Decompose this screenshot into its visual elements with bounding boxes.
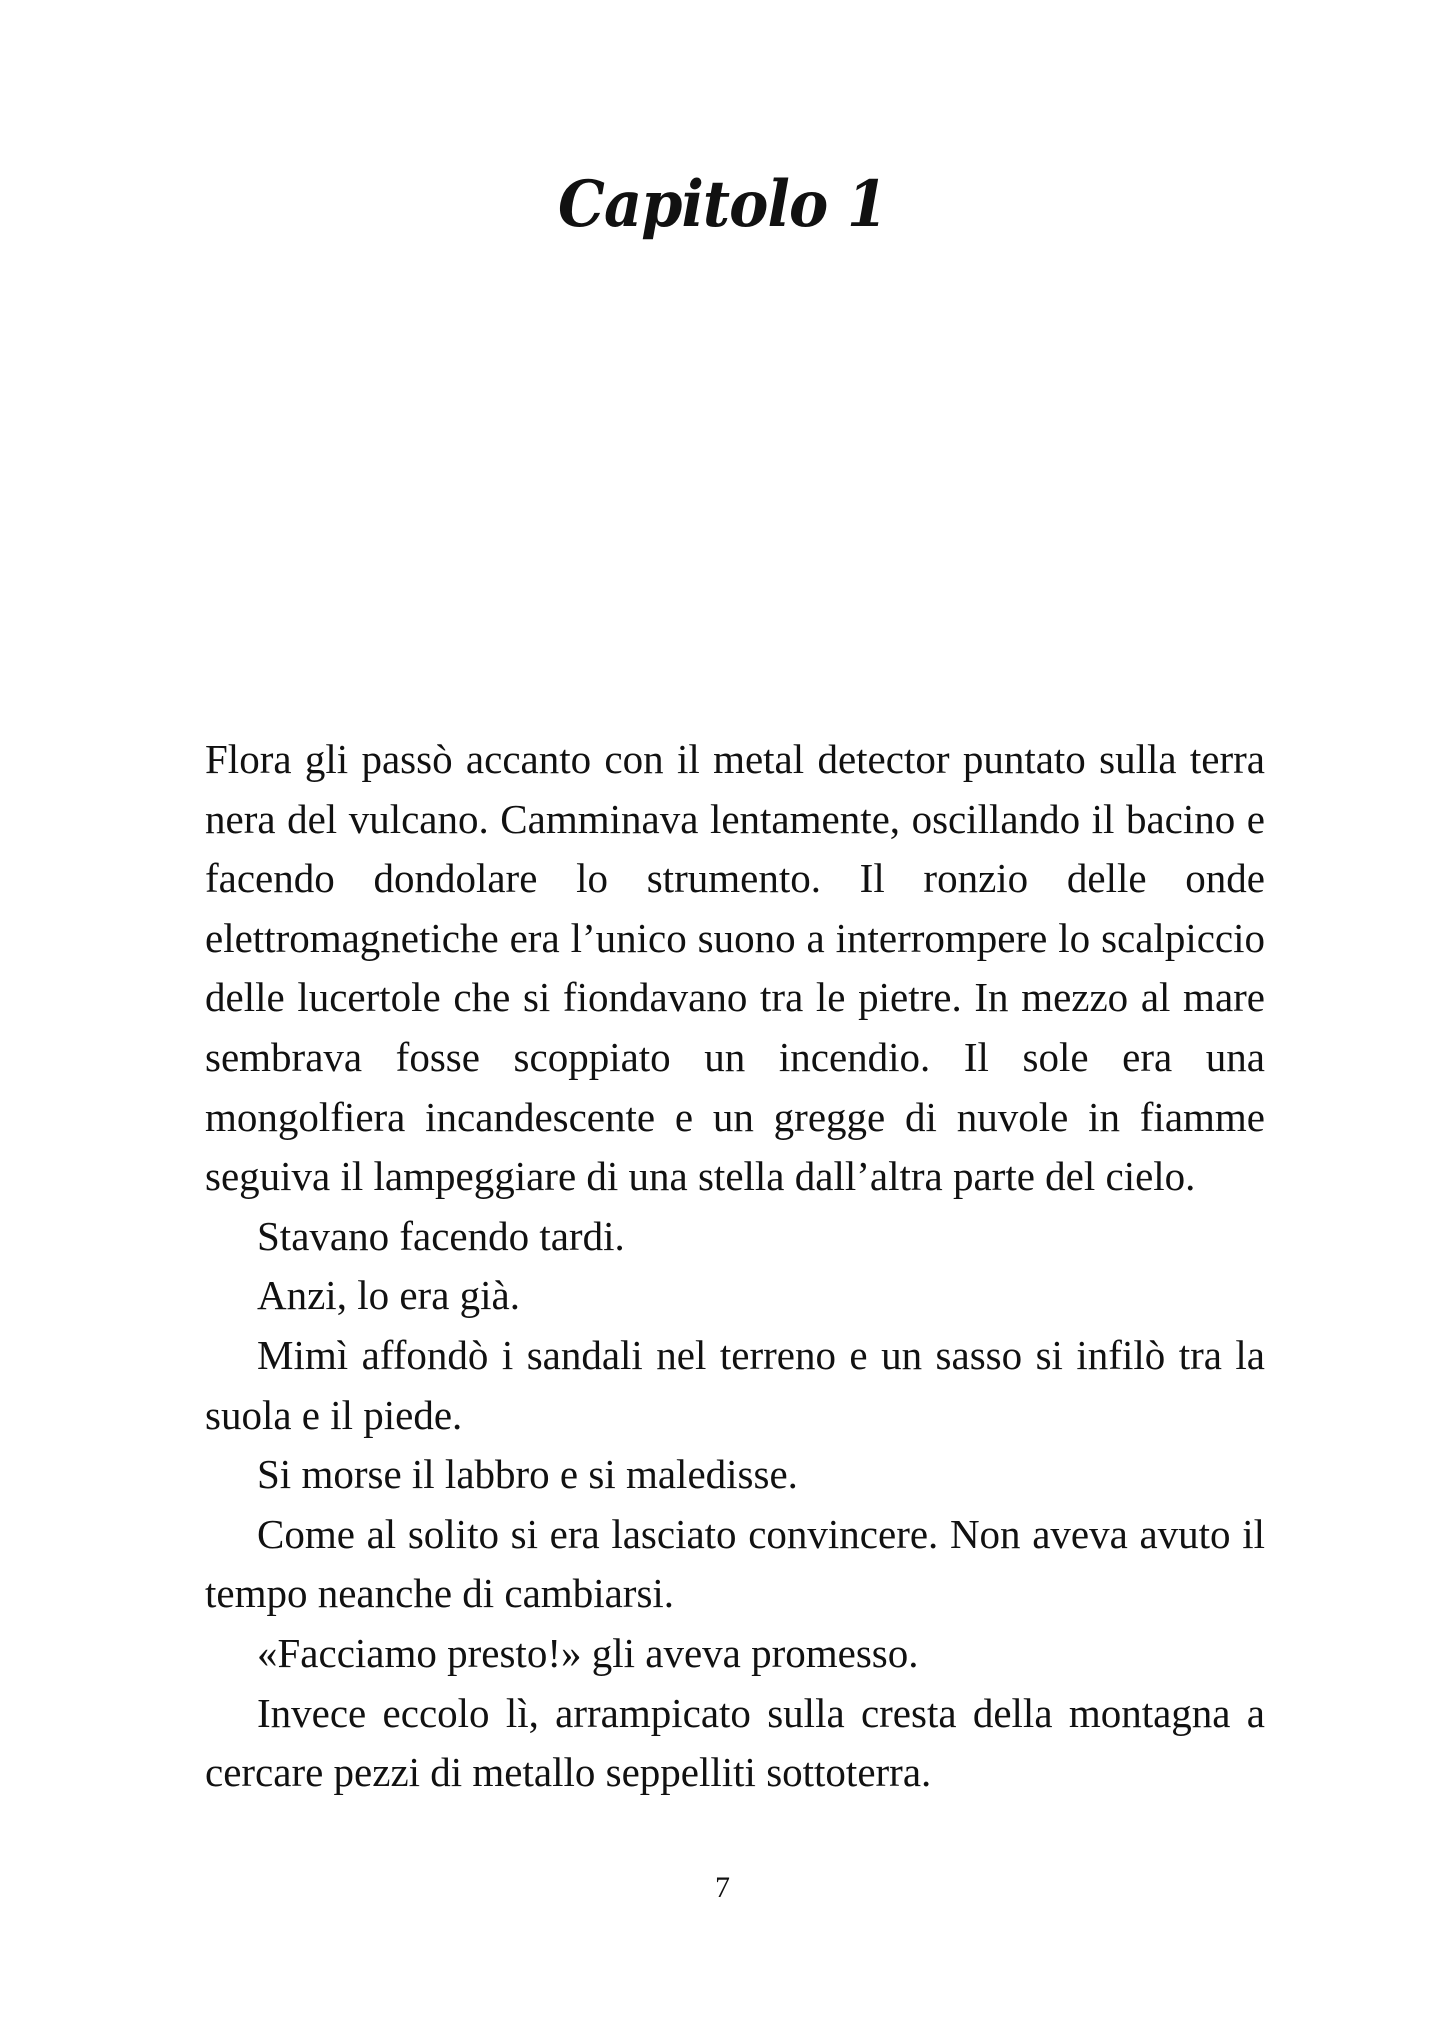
paragraph: Come al solito si era lasciato convincere. Non aveva avuto il tempo neanche di cambiarsi. [205, 1510, 1265, 1617]
chapter-title: Capitolo 1 [558, 167, 887, 242]
paragraph: Mimì affondò i sandali nel terreno e un sasso si infilò tra la suola e il piede. [205, 1331, 1265, 1438]
paragraph: Anzi, lo era già. [257, 1272, 520, 1319]
page-number: 7 [715, 1871, 730, 1904]
paragraph: «Facciamo presto!» gli aveva promesso. [257, 1629, 919, 1676]
paragraph: Invece eccolo lì, arrampicato sulla cresta della montagna a cercare pezzi di metallo seppelliti sottoterra. [205, 1689, 1265, 1796]
paragraph: Stavano facendo tardi. [257, 1212, 625, 1259]
paragraph: Flora gli passò accanto con il metal detector puntato sulla terra nera del vulcano. Camminava lentamente, oscillando il bacino e facendo dondolare lo strumento. Il ronzio delle onde elettromagnetiche era l’unico suono a interrompere lo scalpiccio delle lucertole che si fiondavano tra le pietre. In mezzo al mare sembrava fosse scoppiato un incendio. Il sole era una mongolfiera incandescente e un gregge di nuvole in fiamme seguiva il lampeggiare di una stella dall’altra parte del cielo. [205, 736, 1265, 1200]
chapter-body [205, 730, 1265, 1803]
paragraph: Si morse il labbro e si maledisse. [257, 1451, 798, 1498]
